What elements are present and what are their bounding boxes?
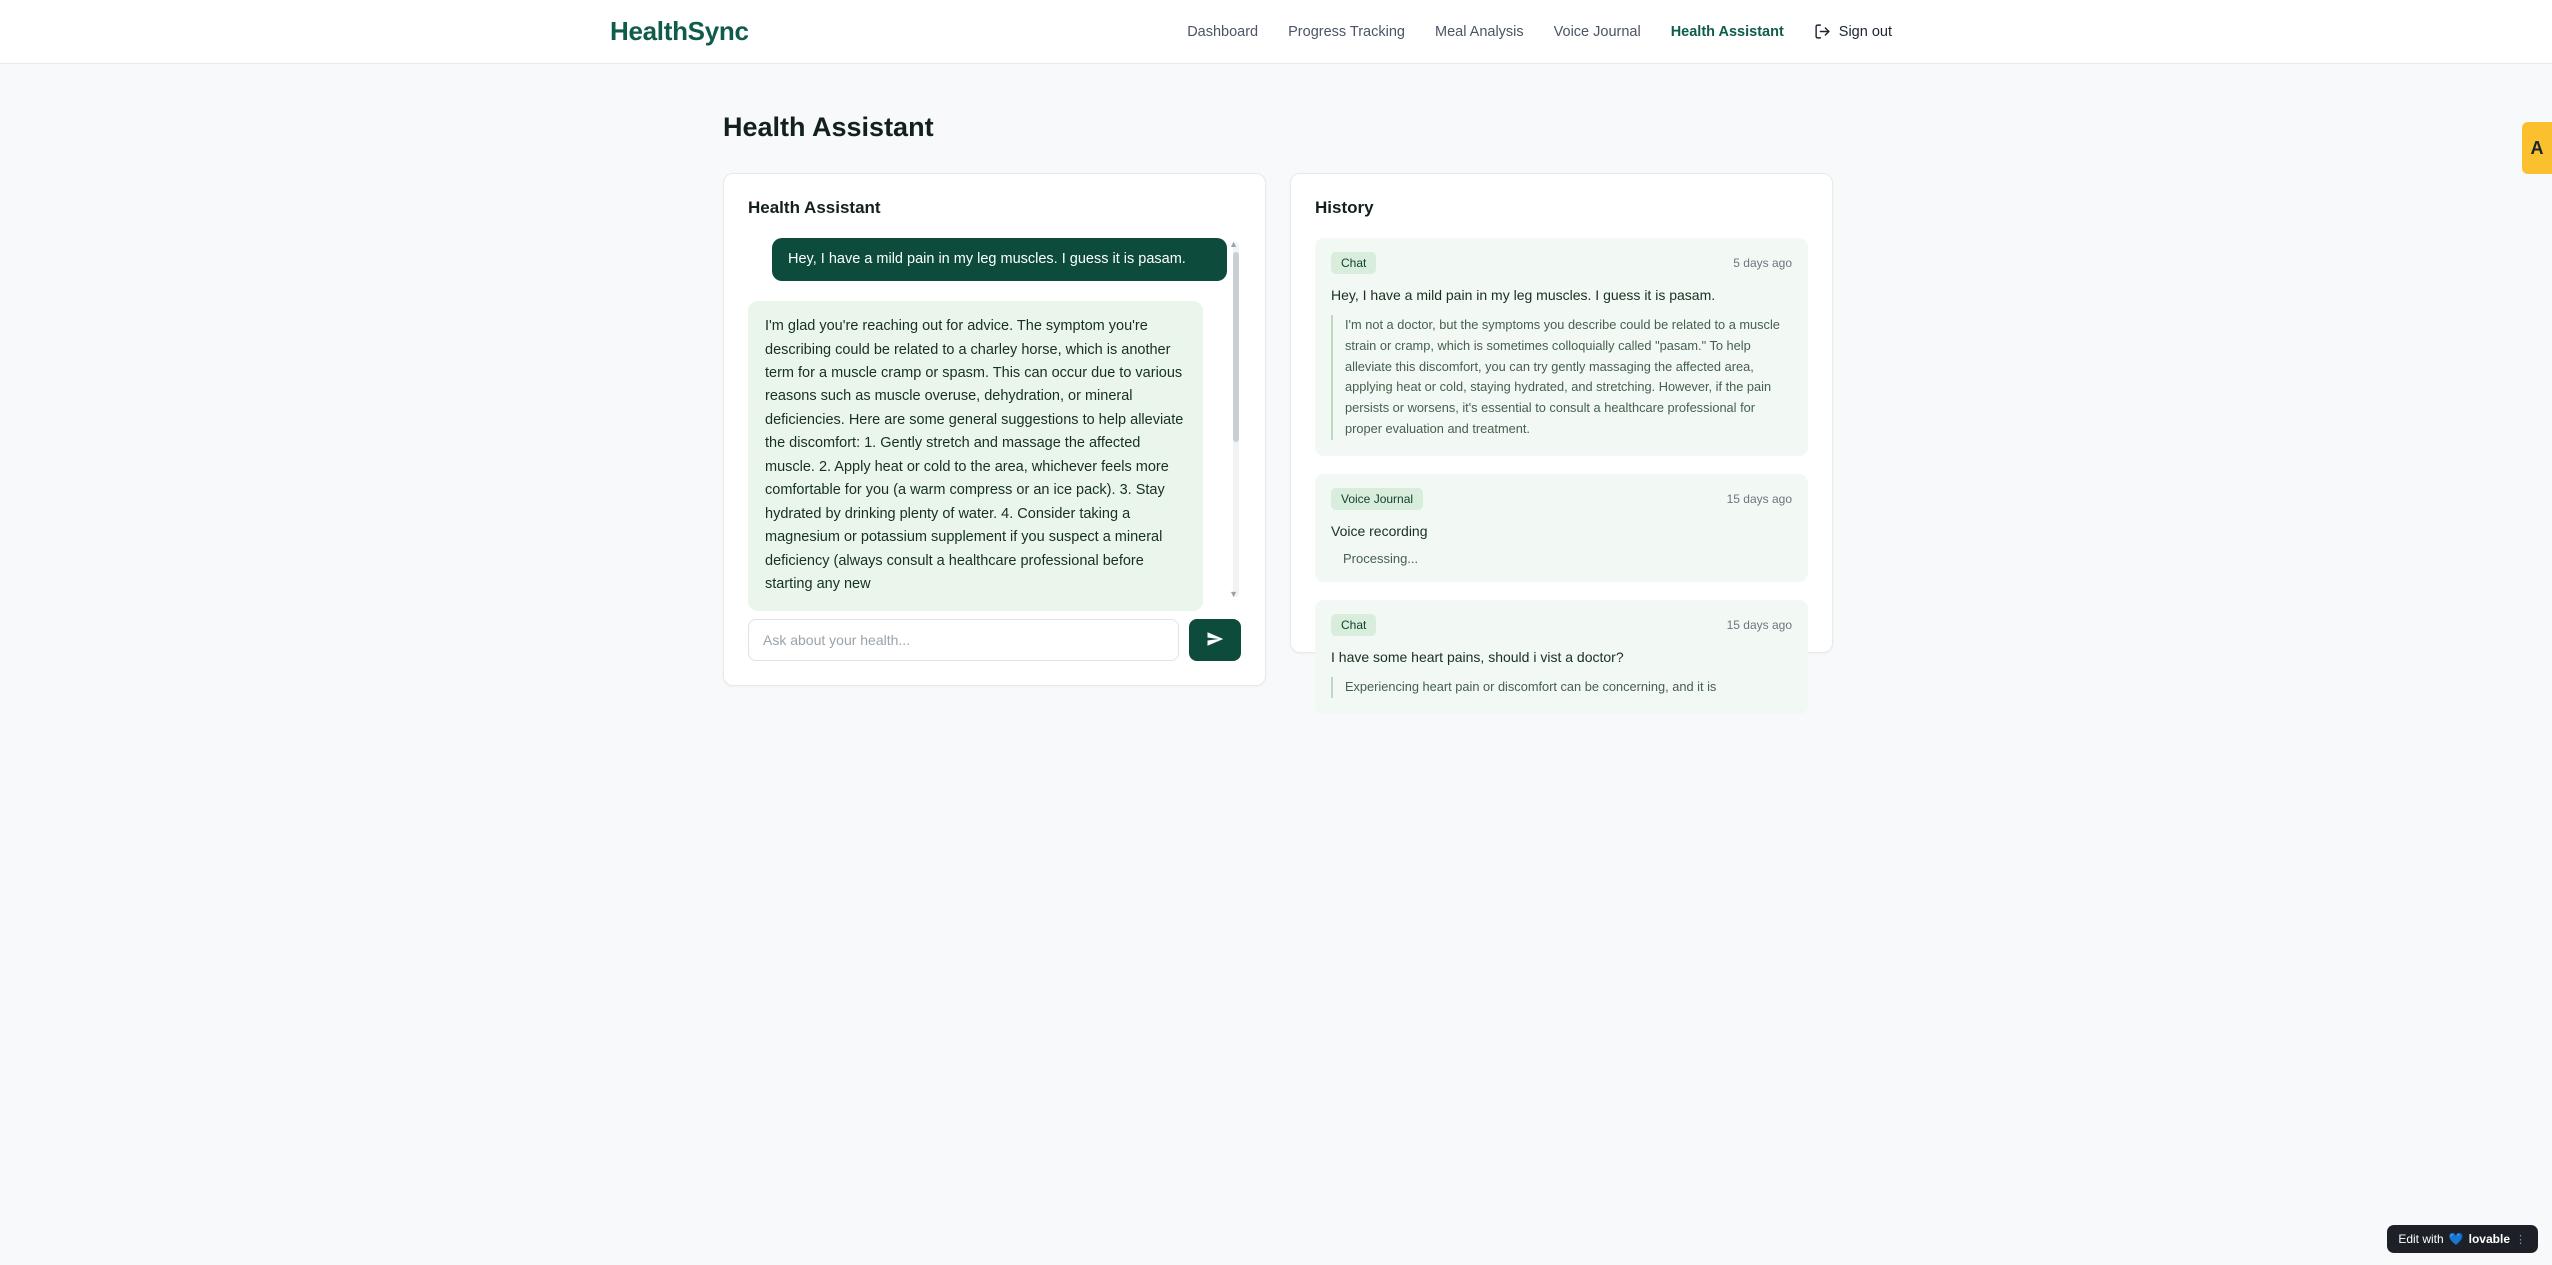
status-badge: Chat: [1331, 252, 1376, 274]
nav-item-meal-analysis[interactable]: Meal Analysis: [1434, 23, 1524, 40]
history-answer: Experiencing heart pain or discomfort can be concerning, and it is: [1331, 677, 1792, 698]
scroll-up-icon[interactable]: ▲: [1229, 239, 1238, 249]
history-list: [1315, 238, 1808, 714]
logout-icon: [1814, 23, 1831, 40]
message-composer: [748, 619, 1241, 661]
nav-links: [1187, 23, 1892, 40]
send-button[interactable]: [1189, 619, 1241, 661]
brand-logo[interactable]: HealthSync: [610, 16, 749, 46]
heart-icon: 💙: [2448, 1232, 2464, 1246]
history-card: [1290, 173, 1833, 695]
nav-item-voice-journal[interactable]: Voice Journal: [1553, 23, 1641, 40]
status-badge: Chat: [1331, 614, 1376, 636]
edit-with-lovable-badge[interactable]: [2387, 1225, 2538, 1253]
page-body: [0, 64, 2552, 695]
health-question-input[interactable]: [748, 619, 1179, 661]
history-card-title: History: [1315, 198, 1374, 217]
edit-prefix-label: Edit with: [2398, 1232, 2444, 1246]
history-question: I have some heart pains, should i vist a doctor?: [1331, 648, 1624, 665]
history-item-header: [1331, 488, 1792, 510]
history-question: Hey, I have a mild pain in my leg muscles. I guess it is pasam.: [1331, 287, 1716, 303]
history-answer: I'm not a doctor, but the symptoms you describe could be related to a muscle strain or cramp, which is sometimes colloquially called "pasam." To help alleviate this discomfort, you can try gently massaging the affected area, applying heat or cold, staying hydrated, and stretching. However, if the pain persists or worsens, it's essential to consult a healthcare professional for proper evaluation and treatment.: [1331, 315, 1792, 439]
chat-transcript: [748, 238, 1241, 601]
history-timestamp: 15 days ago: [1726, 491, 1792, 506]
top-navbar: [0, 0, 2552, 64]
chat-scrollbar-thumb[interactable]: [1233, 252, 1239, 442]
scroll-down-icon[interactable]: ▼: [1229, 589, 1238, 599]
history-question: Voice recording: [1331, 522, 1428, 539]
sign-out-label: Sign out: [1838, 23, 1892, 40]
history-timestamp: 5 days ago: [1733, 256, 1792, 270]
send-icon: [1206, 630, 1224, 651]
chat-message-user: Hey, I have a mild pain in my leg muscles. I guess it is pasam.: [772, 238, 1227, 281]
health-assistant-card: [723, 173, 1266, 686]
history-answer: Processing...: [1343, 550, 1419, 566]
history-item-header: [1331, 252, 1792, 274]
more-options-icon[interactable]: ⋮: [2515, 1233, 2527, 1246]
nav-item-progress-tracking[interactable]: Progress Tracking: [1288, 23, 1405, 40]
nav-item-health-assistant[interactable]: Health Assistant: [1670, 23, 1784, 40]
columns-layout: [723, 173, 1833, 695]
history-item-header: [1331, 614, 1792, 636]
nav-item-dashboard[interactable]: Dashboard: [1187, 23, 1259, 40]
chat-message-assistant: I'm glad you're reaching out for advice. The symptom you're describing could be related to a charley horse, which is another term for a muscle cramp or spasm. This can occur due to various reasons such as muscle overuse, dehydration, or mineral deficiencies. Here are some general suggestions to help alleviate the discomfort: 1. Gently stretch and massage the affected muscle. 2. Apply heat or cold to the area, whichever feels more comfortable for you (a warm compress or an ice pack). 3. Stay hydrated by drinking plenty of water. 4. Consider taking a magnesium or potassium supplement if you suspect a mineral deficiency (always consult a healthcare professional before starting any new: [748, 301, 1203, 611]
assistant-card-title: Health Assistant: [748, 198, 881, 217]
history-timestamp: 15 days ago: [1726, 617, 1792, 632]
history-item[interactable]: [1315, 600, 1808, 714]
history-item[interactable]: [1315, 238, 1808, 456]
accessibility-side-tab[interactable]: A: [2522, 122, 2552, 174]
status-badge: Voice Journal: [1331, 488, 1423, 510]
history-item[interactable]: [1315, 474, 1808, 582]
lovable-brand-label: lovable: [2468, 1232, 2510, 1246]
sign-out-button[interactable]: [1814, 23, 1892, 40]
page-title: Health Assistant: [723, 112, 934, 142]
